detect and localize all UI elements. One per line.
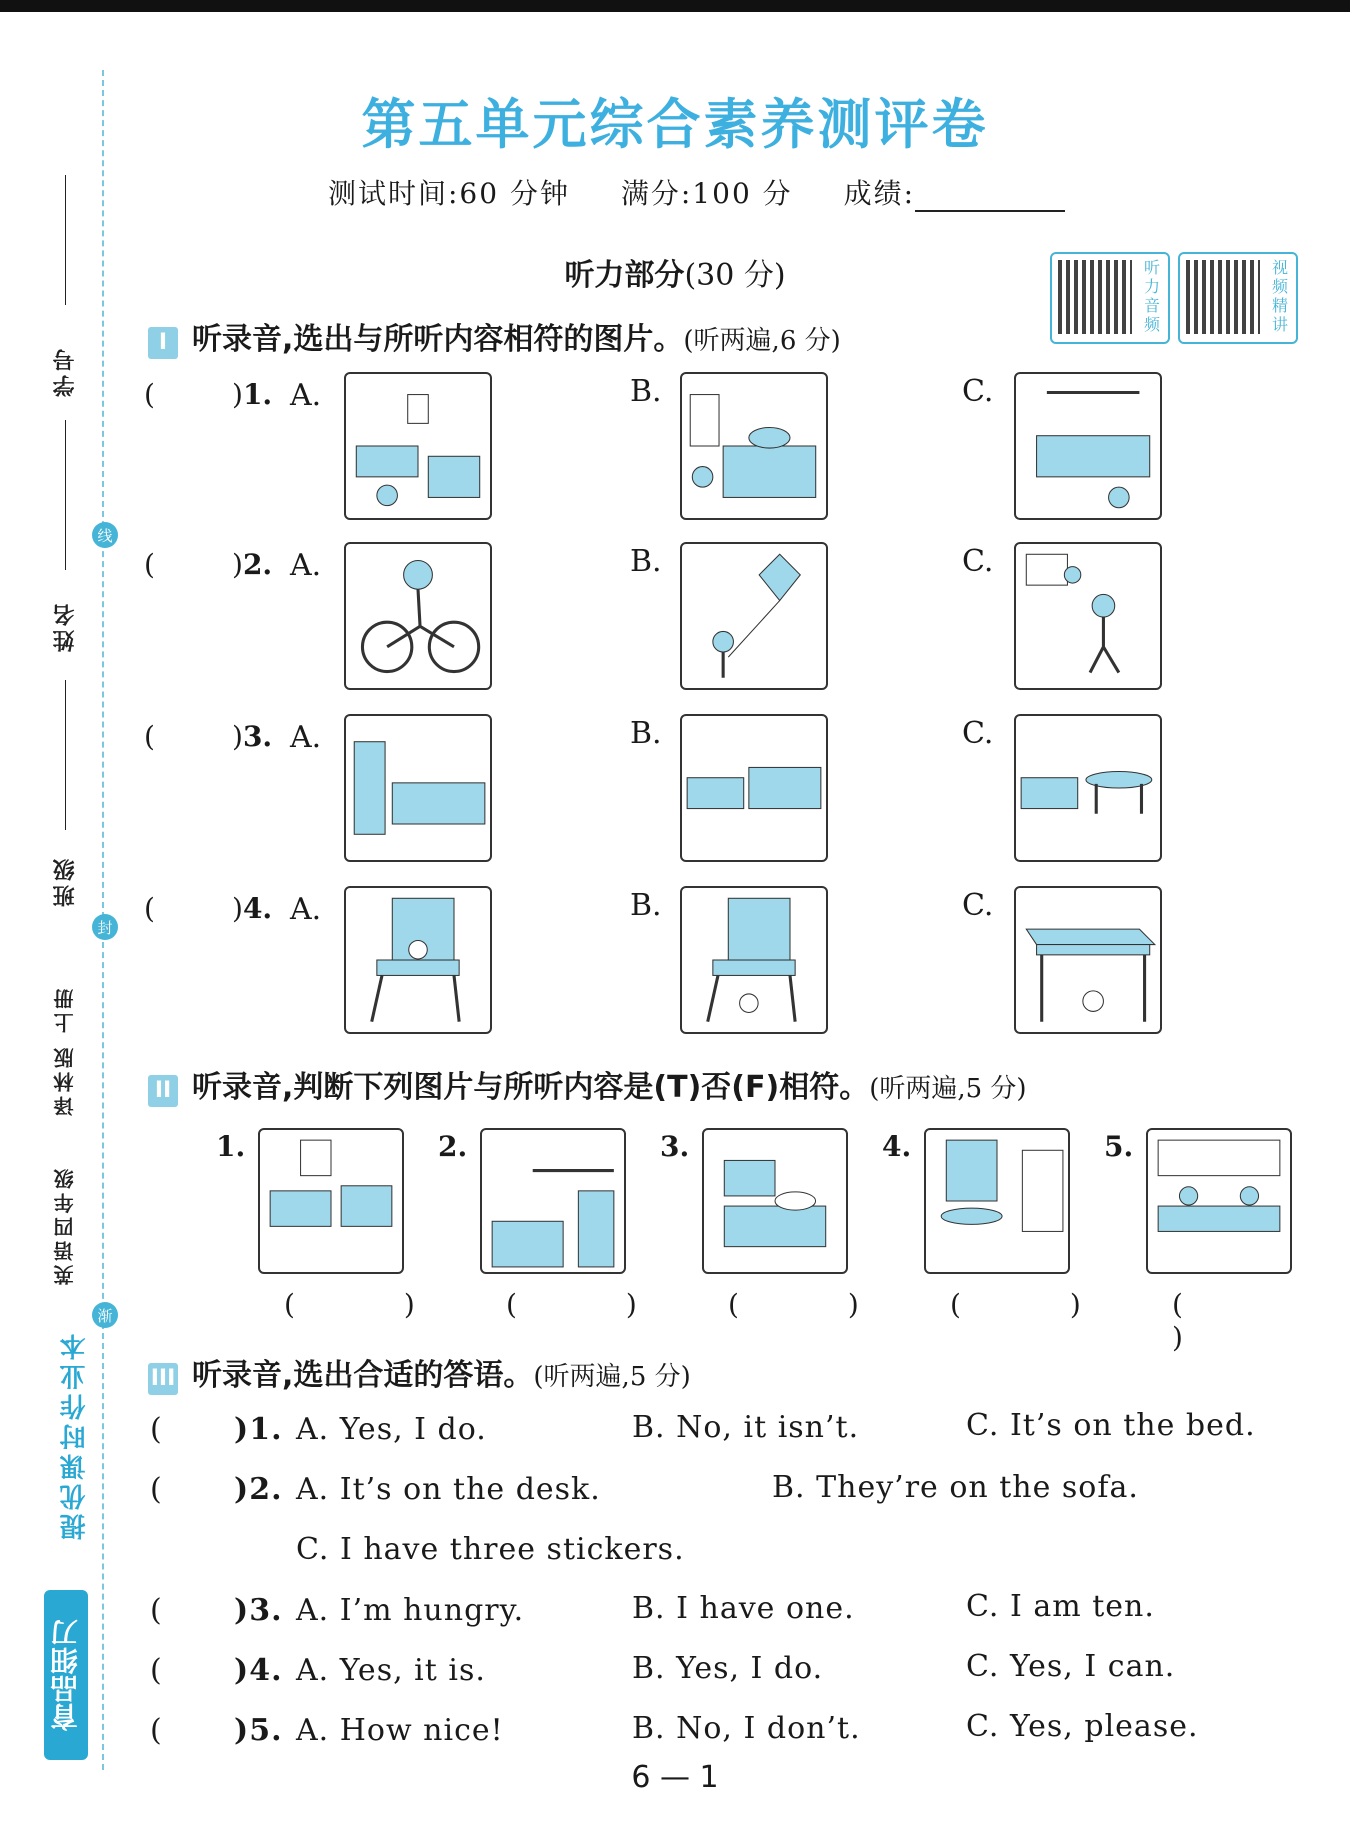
answer-4-option-a: A. Yes, it is. — [296, 1653, 486, 1688]
option-c-label: C. — [962, 374, 994, 409]
tf-item-1-picture — [258, 1128, 404, 1274]
score-blank[interactable] — [915, 190, 1065, 212]
answer-5-blank[interactable]: ( — [150, 1713, 162, 1748]
id-label: 学号 — [53, 345, 78, 397]
answer-5-number: )5. — [234, 1713, 283, 1748]
doll-under-chair-picture-icon — [682, 888, 826, 1032]
sofa-table-picture-icon — [1016, 716, 1160, 860]
answer-5-option-b: B. No, I don’t. — [632, 1711, 861, 1746]
option-a-label: A. — [290, 892, 322, 927]
riding-bike-picture-icon — [346, 544, 490, 688]
option-b-label: B. — [630, 544, 662, 579]
question-3-number: )3. — [232, 720, 273, 753]
option-a-label: A. — [290, 378, 322, 413]
section-2-heading: II 听录音,判断下列图片与所听内容是(T)否(F)相符。(听两遍,5 分) — [148, 1062, 1027, 1107]
tf-item-3-answer-blank[interactable]: ( ) — [728, 1288, 909, 1321]
option-a-picture[interactable] — [344, 372, 492, 520]
kitchen-picture-icon — [1016, 374, 1160, 518]
option-b-picture[interactable] — [680, 886, 828, 1034]
answer-2-option-c: C. I have three stickers. — [296, 1532, 685, 1567]
tf-item-5-number: 5. — [1104, 1130, 1134, 1163]
qr-video[interactable] — [1178, 252, 1298, 344]
exam-info — [328, 172, 1105, 212]
question-2-number: )2. — [232, 548, 273, 581]
qr-code-icon — [1058, 260, 1132, 334]
grade-label: 英语四年级 — [53, 1165, 77, 1285]
answer-4-option-c: C. Yes, I can. — [966, 1649, 1176, 1684]
section-1-heading: I 听录音,选出与所听内容相符的图片。(听两遍,6 分) — [148, 314, 841, 359]
question-4-blank[interactable]: ( — [144, 892, 155, 925]
answer-2-number: )2. — [234, 1472, 283, 1507]
answer-5-option-a: A. How nice! — [296, 1713, 504, 1748]
option-c-picture[interactable] — [1014, 372, 1162, 520]
class-blank — [65, 680, 66, 830]
doll-on-chair-picture-icon — [346, 888, 490, 1032]
answer-2-option-b: B. They’re on the sofa. — [772, 1470, 1139, 1505]
answer-1-number: )1. — [234, 1412, 283, 1447]
listening-heading: 听力部分(30 分) — [564, 258, 786, 293]
tf-item-3-number: 3. — [660, 1130, 690, 1163]
answer-3-number: )3. — [234, 1593, 283, 1628]
qr-video-label: 视频精讲 — [1271, 258, 1288, 334]
qr-audio-label: 听力音频 — [1143, 258, 1160, 334]
tf-item-3-picture — [702, 1128, 848, 1274]
fridge-sofa-picture-icon — [346, 716, 490, 860]
answer-1-option-c: C. It’s on the bed. — [966, 1408, 1256, 1443]
option-c-picture[interactable] — [1014, 714, 1162, 862]
qr-audio[interactable] — [1050, 252, 1170, 344]
answer-3-blank[interactable]: ( — [150, 1593, 162, 1628]
tf-classroom-picture-icon — [1148, 1130, 1290, 1272]
tf-kitchen-picture-icon — [482, 1130, 624, 1272]
answer-1-option-a: A. Yes, I do. — [296, 1412, 487, 1447]
tf-item-2-number: 2. — [438, 1130, 468, 1163]
name-blank — [65, 420, 66, 570]
tf-living-picture-icon — [260, 1130, 402, 1272]
tf-item-2-answer-blank[interactable]: ( ) — [506, 1288, 687, 1321]
living-room-picture-icon — [346, 374, 490, 518]
tf-item-4-number: 4. — [882, 1130, 912, 1163]
tf-item-1-number: 1. — [216, 1130, 246, 1163]
question-4-number: )4. — [232, 892, 273, 925]
question-1-blank[interactable]: ( — [144, 378, 155, 411]
feng-mark: 封 — [92, 914, 118, 940]
option-c-picture[interactable] — [1014, 542, 1162, 690]
class-label: 班级 — [53, 855, 78, 907]
answer-5-option-c: C. Yes, please. — [966, 1709, 1199, 1744]
answer-3-option-b: B. I have one. — [632, 1591, 855, 1626]
page-number: 6 — 1 — [631, 1760, 719, 1795]
option-b-picture[interactable] — [680, 372, 828, 520]
tf-item-5-answer-blank[interactable]: ( ) — [1172, 1288, 1233, 1354]
full-score-info: 满分:100 分 — [620, 177, 793, 210]
question-1-number: )1. — [232, 378, 273, 411]
option-c-label: C. — [962, 888, 994, 923]
option-b-picture[interactable] — [680, 542, 828, 690]
bedroom-picture-icon — [682, 374, 826, 518]
option-a-picture[interactable] — [344, 714, 492, 862]
option-b-label: B. — [630, 888, 662, 923]
sofa-bed-picture-icon — [682, 716, 826, 860]
score-label: 成绩: — [843, 177, 915, 210]
shen-mark: 渐 — [92, 1302, 118, 1328]
xian-mark: 线 — [92, 522, 118, 548]
tf-bathroom-picture-icon — [926, 1130, 1068, 1272]
qr-code-icon — [1186, 260, 1260, 334]
option-b-label: B. — [630, 374, 662, 409]
option-a-label: A. — [290, 548, 322, 583]
answer-4-number: )4. — [234, 1653, 283, 1688]
option-c-label: C. — [962, 544, 994, 579]
tf-item-5-picture — [1146, 1128, 1292, 1274]
question-3-blank[interactable]: ( — [144, 720, 155, 753]
answer-4-blank[interactable]: ( — [150, 1653, 162, 1688]
tf-item-1-answer-blank[interactable]: ( ) — [284, 1288, 465, 1321]
answer-2-option-a: A. It’s on the desk. — [296, 1472, 601, 1507]
page-title: 第五单元综合素养测评卷 — [361, 92, 989, 156]
option-a-label: A. — [290, 720, 322, 755]
flying-kite-picture-icon — [682, 544, 826, 688]
option-a-picture[interactable] — [344, 886, 492, 1034]
doll-under-table-picture-icon — [1016, 888, 1160, 1032]
tf-item-4-picture — [924, 1128, 1070, 1274]
option-b-label: B. — [630, 716, 662, 751]
answer-4-option-b: B. Yes, I do. — [632, 1651, 824, 1686]
answer-1-blank[interactable]: ( — [150, 1412, 162, 1447]
tf-item-4-answer-blank[interactable]: ( ) — [950, 1288, 1131, 1321]
tf-bedroom-picture-icon — [704, 1130, 846, 1272]
scan-edge — [0, 0, 1350, 12]
section-3-heading: III 听录音,选出合适的答语。(听两遍,5 分) — [148, 1350, 691, 1395]
name-label: 姓名 — [53, 600, 78, 652]
option-c-picture[interactable] — [1014, 886, 1162, 1034]
answer-1-option-b: B. No, it isn’t. — [632, 1410, 860, 1445]
brand-logo: 育品细刀 — [44, 1590, 88, 1760]
answer-2-blank[interactable]: ( — [150, 1472, 162, 1507]
edition-label: 译林版 上册 — [53, 985, 77, 1116]
question-2-blank[interactable]: ( — [144, 548, 155, 581]
tf-item-2-picture — [480, 1128, 626, 1274]
time-info: 测试时间:60 分钟 — [328, 177, 570, 210]
option-c-label: C. — [962, 716, 994, 751]
basketball-picture-icon — [1016, 544, 1160, 688]
option-a-picture[interactable] — [344, 542, 492, 690]
option-b-picture[interactable] — [680, 714, 828, 862]
answer-3-option-c: C. I am ten. — [966, 1589, 1155, 1624]
brand-text: 提优课时作业本 — [60, 1330, 90, 1540]
answer-3-option-a: A. I’m hungry. — [296, 1593, 525, 1628]
